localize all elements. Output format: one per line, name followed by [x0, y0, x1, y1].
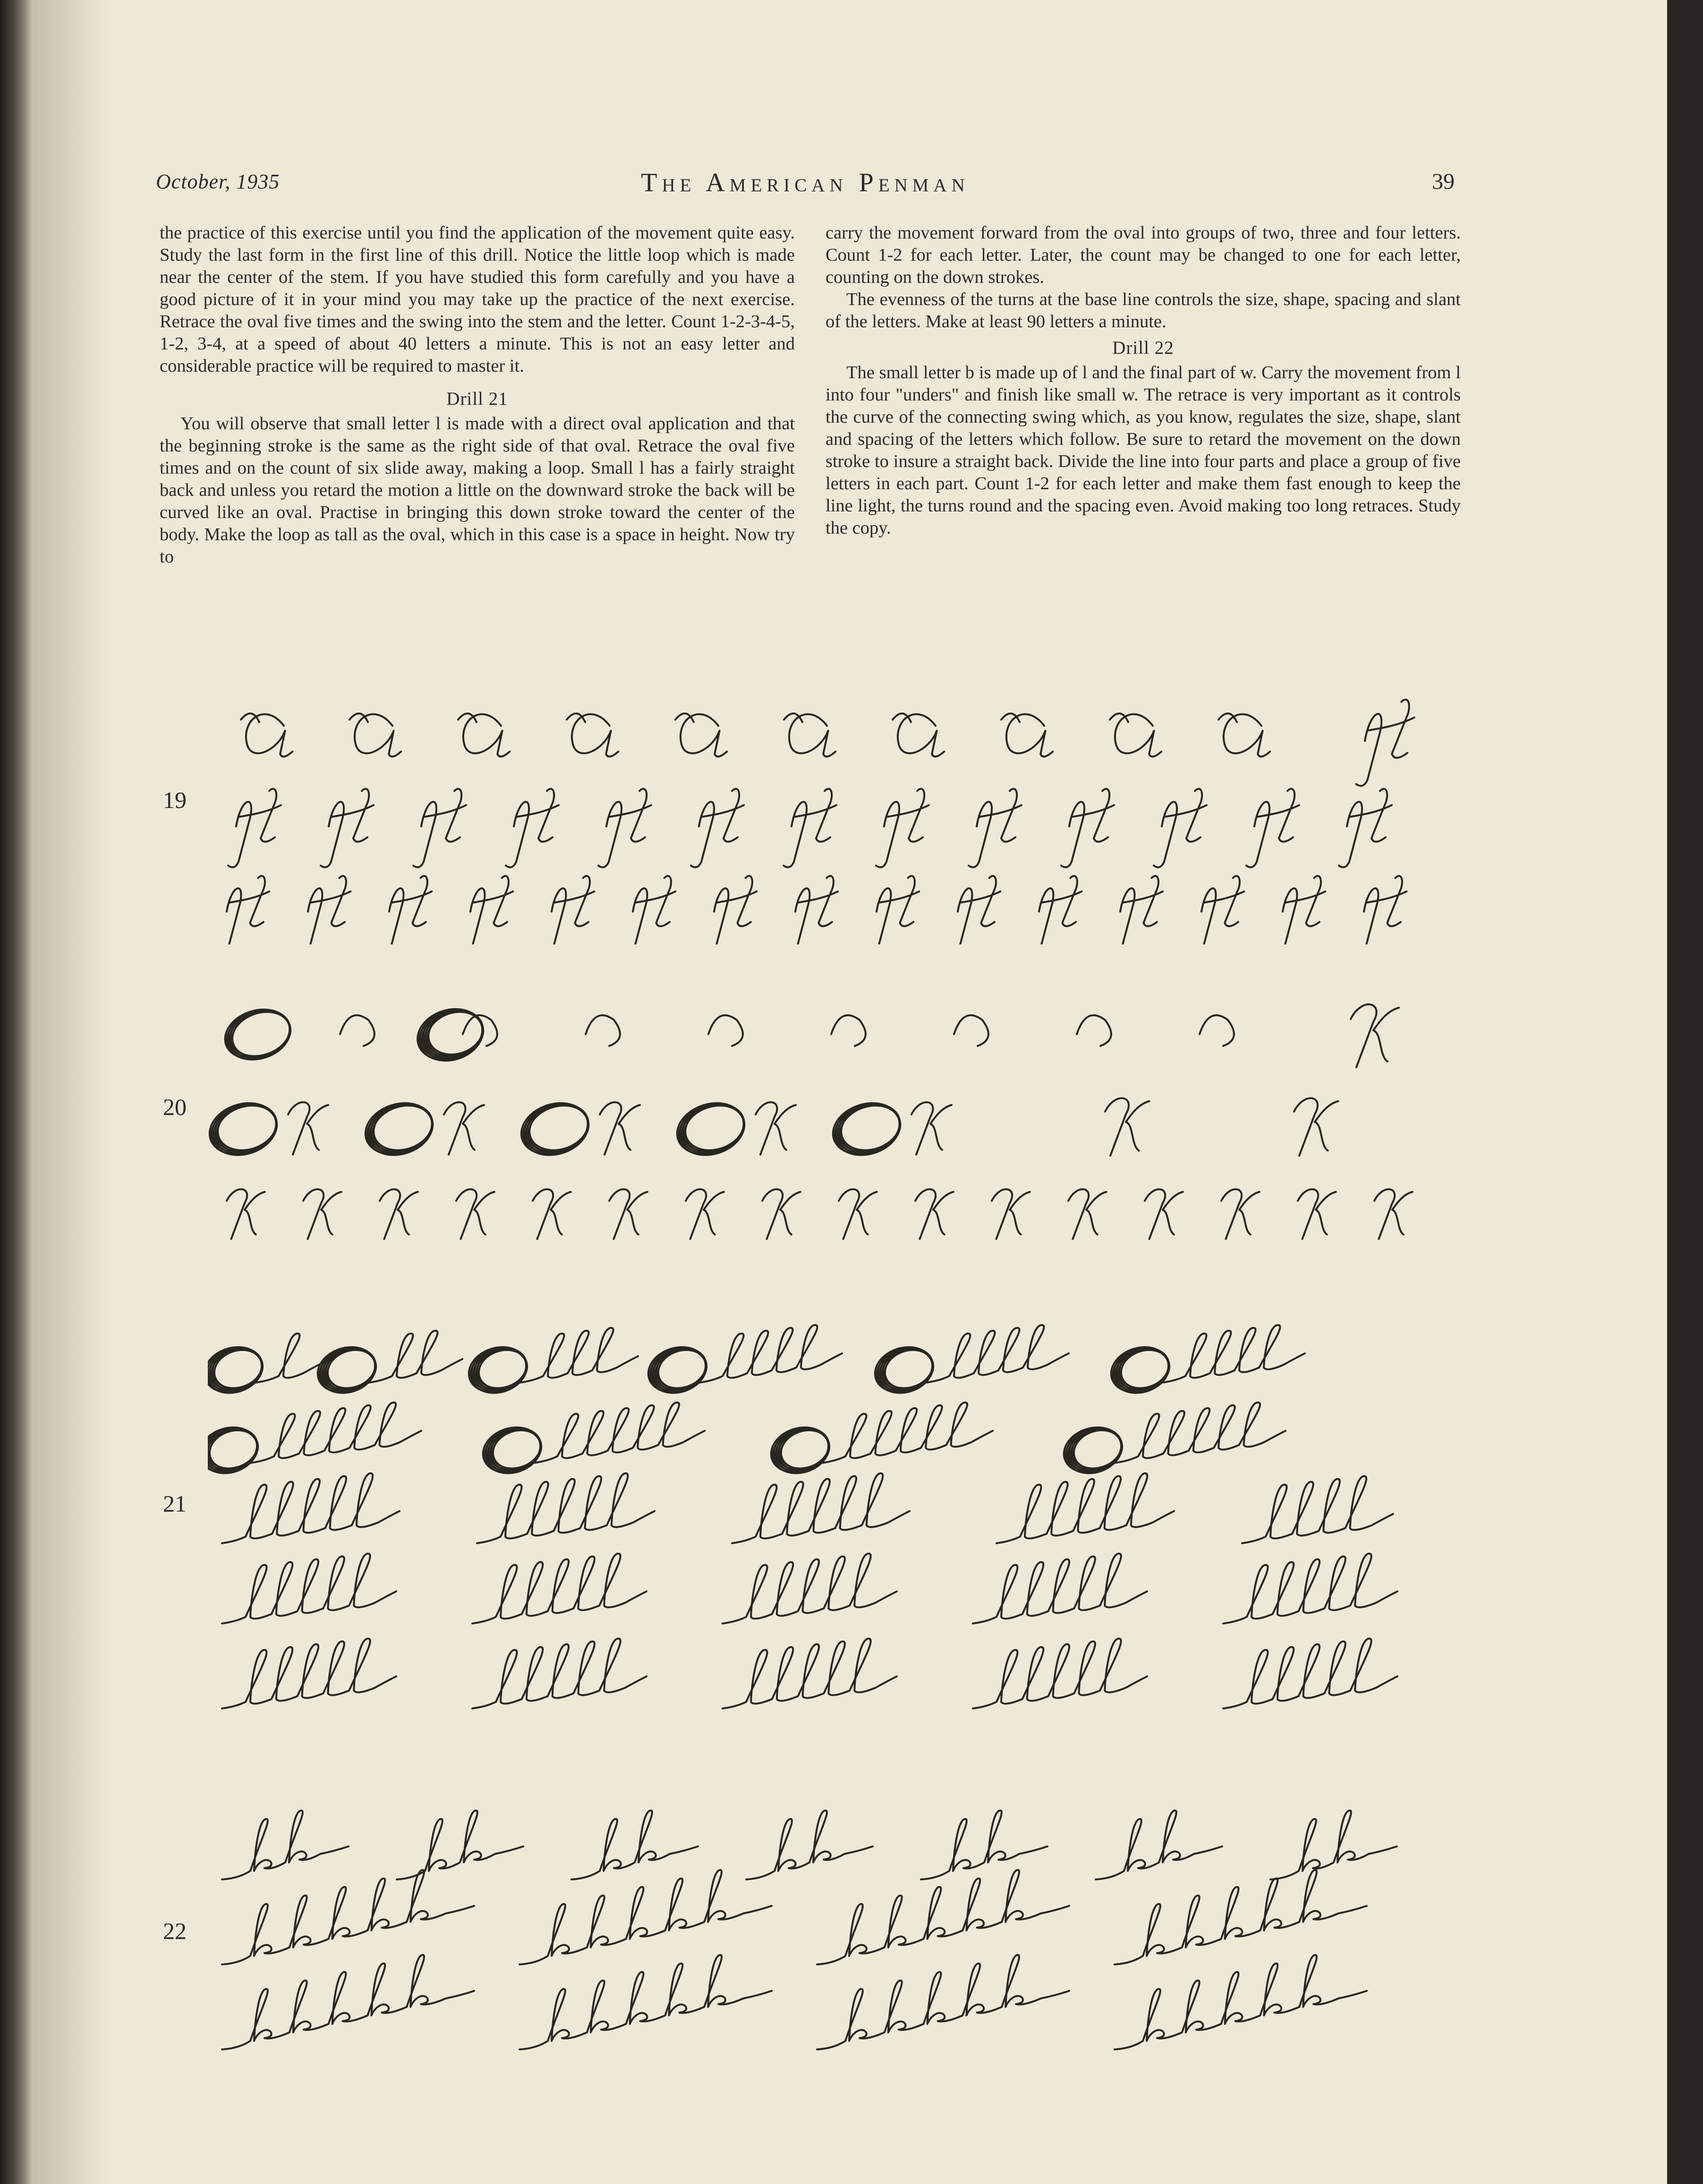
- capital-h-stroke: [1113, 876, 1163, 944]
- lowercase-b-group: [817, 1870, 1069, 1964]
- drill-19-row-2: [228, 789, 1392, 867]
- lowercase-b-group: [571, 1810, 698, 1879]
- drill-20-row-2: [208, 1095, 1338, 1163]
- capital-h-preparatory-stroke: [784, 714, 835, 756]
- capital-k-stroke: [288, 1102, 328, 1155]
- capital-h-stroke: [506, 789, 559, 867]
- capital-k-stroke: [1351, 1004, 1399, 1067]
- capital-h-preparatory-stroke: [241, 714, 292, 756]
- capital-h-stroke: [463, 876, 513, 944]
- lowercase-l-loop-group: [534, 1402, 705, 1463]
- drill-21-row-5: [222, 1639, 1397, 1708]
- capital-k-stroke: [609, 1189, 647, 1239]
- oval-swing-stroke: [586, 1015, 620, 1046]
- lowercase-l-loop-group: [222, 1639, 396, 1708]
- capital-k-stroke: [1221, 1189, 1260, 1239]
- lowercase-l-loop-group: [1242, 1476, 1393, 1543]
- lowercase-b-group: [1115, 1955, 1367, 2049]
- lowercase-l-loop-group: [973, 1554, 1147, 1623]
- capital-h-stroke: [1031, 876, 1081, 944]
- capital-k-stroke: [1294, 1098, 1338, 1156]
- capital-k-stroke: [600, 1102, 640, 1155]
- capital-h-stroke: [691, 789, 744, 867]
- capital-h-stroke: [1356, 699, 1414, 786]
- drill-19-row-1: [241, 699, 1414, 786]
- lowercase-l-loop-group: [973, 1639, 1147, 1708]
- capital-k-stroke: [1145, 1189, 1183, 1239]
- drill-20-row-1: [219, 1001, 1399, 1069]
- lowercase-b-group: [921, 1810, 1047, 1879]
- lowercase-b-group: [1096, 1810, 1222, 1879]
- capital-h-stroke: [413, 789, 466, 867]
- capital-h-stroke: [382, 876, 432, 944]
- capital-h-stroke: [950, 876, 1000, 944]
- capital-k-stroke: [533, 1189, 571, 1239]
- lowercase-l-loop-group: [477, 1473, 655, 1543]
- capital-h-stroke: [1154, 789, 1207, 867]
- capital-h-stroke: [1339, 789, 1392, 867]
- lowercase-l-loop-group: [368, 1331, 462, 1383]
- capital-h-stroke: [598, 789, 651, 867]
- paragraph: The small letter b is made up of l and the final part of w. Carry the movement from l into four "unders" and finish like small w. The retrace is very important as it controls the curve of the connecting swing which, as you know, regulates the size, shape, slant and spacing of the letters which follow. Be sure to retard the movement on the down stroke to insure a straight back. Divide the line into four parts and place a group of five letters in each part. Count 1-2 for each letter and make them fast enough to keep the line light, the turns round and the spacing even. Avoid making too long retraces. Study the copy.: [826, 363, 1461, 538]
- oval-swing-stroke: [831, 1015, 866, 1046]
- capital-h-preparatory-stroke: [1218, 714, 1270, 756]
- drill-21-row-3: [222, 1473, 1393, 1543]
- capital-h-preparatory-stroke: [458, 714, 510, 756]
- drill-number-19: 19: [163, 787, 187, 813]
- lowercase-l-loop-group: [996, 1473, 1174, 1543]
- lowercase-l-loop-group: [222, 1554, 396, 1623]
- capital-k-stroke: [1374, 1189, 1413, 1239]
- capital-h-stroke: [228, 789, 281, 867]
- drill-22-row-3: [222, 1955, 1367, 2049]
- oval-swing-stroke: [340, 1015, 375, 1046]
- capital-h-stroke: [707, 876, 757, 944]
- capital-k-stroke: [756, 1102, 796, 1155]
- lowercase-b-group: [397, 1810, 523, 1879]
- capital-h-preparatory-stroke: [675, 714, 727, 756]
- drill-21-row-1: [208, 1325, 1305, 1400]
- lowercase-l-loop-group: [723, 1639, 897, 1708]
- paragraph: the practice of this exercise until you find the application of the movement quite easy. Study the last form in the first line of this drill. Notice the little loop which is made near the center of the stem. If you have studied this form carefully and you have a good picture of it in your mind you may take up the practice of the next exercise. Retrace the oval five times and the swing into the stem and the letter. Count 1-2-3-4-5, 1-2, 3-4, at a speed of about 40 letters a minute. This is not an easy letter and considerable practice will be required to master it.: [160, 223, 795, 376]
- capital-h-stroke: [783, 789, 836, 867]
- capital-k-stroke: [839, 1189, 877, 1239]
- capital-h-stroke: [869, 876, 919, 944]
- lowercase-b-group: [222, 1810, 349, 1879]
- drill-21-row-4: [222, 1554, 1397, 1623]
- capital-h-stroke: [321, 789, 374, 867]
- capital-k-stroke: [444, 1102, 484, 1155]
- capital-h-preparatory-stroke: [349, 714, 401, 756]
- lowercase-l-loop-group: [222, 1473, 400, 1543]
- lowercase-b-group: [817, 1955, 1069, 2049]
- lowercase-l-loop-group: [255, 1334, 324, 1383]
- drill-22-row-1: [222, 1810, 1397, 1879]
- lowercase-l-loop-group: [926, 1325, 1069, 1383]
- capital-h-stroke: [876, 789, 929, 867]
- lowercase-l-loop-group: [822, 1402, 993, 1463]
- capital-k-stroke: [992, 1189, 1030, 1239]
- drill-20-copy: [208, 982, 1464, 1247]
- capital-k-stroke: [1068, 1189, 1107, 1239]
- lowercase-l-loop-group: [699, 1325, 842, 1383]
- drill-19-row-3: [219, 876, 1406, 944]
- drill-number-22: 22: [163, 1918, 187, 1944]
- capital-k-stroke: [303, 1189, 341, 1239]
- capital-h-preparatory-stroke: [1110, 714, 1161, 756]
- capital-h-preparatory-stroke: [893, 714, 944, 756]
- drill-22-row-2: [222, 1870, 1367, 1964]
- oval-swing-stroke: [1200, 1015, 1234, 1046]
- lowercase-l-loop-group: [250, 1402, 421, 1463]
- capital-k-stroke: [1298, 1189, 1336, 1239]
- oval-swing-stroke: [708, 1015, 743, 1046]
- paragraph: The evenness of the turns at the base line controls the size, shape, spacing and slant of the letters. Make at least 90 letters a minute.: [826, 289, 1461, 331]
- lowercase-b-group: [222, 1870, 474, 1964]
- lowercase-l-loop-group: [723, 1554, 897, 1623]
- capital-k-stroke: [380, 1189, 418, 1239]
- capital-h-stroke: [1356, 876, 1406, 944]
- lowercase-b-group: [519, 1955, 772, 2049]
- capital-k-stroke: [1105, 1098, 1150, 1156]
- capital-k-stroke: [456, 1189, 494, 1239]
- drill-21-copy: [208, 1317, 1464, 1733]
- capital-h-stroke: [1194, 876, 1244, 944]
- issue-date: October, 1935: [156, 170, 280, 193]
- lowercase-b-group: [519, 1870, 772, 1964]
- lowercase-l-loop-group: [519, 1328, 638, 1383]
- capital-h-stroke: [219, 876, 269, 944]
- capital-k-stroke: [915, 1189, 954, 1239]
- capital-h-stroke: [969, 789, 1022, 867]
- lowercase-l-loop-group: [732, 1473, 910, 1543]
- capital-h-stroke: [1246, 789, 1299, 867]
- capital-k-stroke: [911, 1102, 952, 1155]
- lowercase-l-loop-group: [1223, 1554, 1397, 1623]
- lowercase-l-loop-group: [1115, 1402, 1286, 1463]
- capital-h-preparatory-stroke: [1001, 714, 1053, 756]
- drill-22-copy: [208, 1804, 1464, 2068]
- drill-22-heading: Drill 22: [1112, 338, 1174, 358]
- capital-k-stroke: [686, 1189, 724, 1239]
- paragraph: You will observe that small letter l is made with a direct oval application and that the beginning stroke is the same as the right side of that oval. Retrace the oval five times and on the count of six slide away, making a loop. Small l has a fairly straight back and unless you retard the motion a little on the downward stroke the back will be curved like an oval. Practise in bringing this down stroke toward the center of the body. Make the loop as tall as the oval, which in this case is a space in height. Now try to: [160, 414, 795, 567]
- page-number: 39: [1432, 169, 1455, 194]
- oval-swing-stroke: [1077, 1015, 1111, 1046]
- drill-20-row-3: [227, 1189, 1413, 1239]
- capital-h-preparatory-stroke: [567, 714, 618, 756]
- oval-swing-stroke: [954, 1015, 988, 1046]
- lowercase-b-group: [746, 1810, 873, 1879]
- capital-k-stroke: [762, 1189, 800, 1239]
- lowercase-l-loop-group: [472, 1554, 647, 1623]
- capital-h-stroke: [625, 876, 675, 944]
- drill-number-20: 20: [163, 1094, 187, 1120]
- lowercase-l-loop-group: [1162, 1325, 1305, 1383]
- lowercase-l-loop-group: [1223, 1639, 1397, 1708]
- lowercase-b-group: [1115, 1870, 1367, 1964]
- capital-h-stroke: [544, 876, 594, 944]
- capital-h-stroke: [1061, 789, 1114, 867]
- drill-number-21: 21: [163, 1490, 187, 1517]
- capital-h-stroke: [1275, 876, 1325, 944]
- drill-21-row-2: [208, 1402, 1286, 1480]
- drill-19-copy: [208, 680, 1464, 944]
- lowercase-b-group: [222, 1955, 474, 2049]
- lowercase-b-group: [1270, 1810, 1397, 1879]
- capital-h-stroke: [788, 876, 838, 944]
- capital-k-stroke: [227, 1189, 265, 1239]
- drill-21-heading: Drill 21: [446, 389, 508, 409]
- capital-h-stroke: [300, 876, 350, 944]
- magazine-title: The American Penman: [641, 168, 970, 197]
- lowercase-l-loop-group: [472, 1639, 647, 1708]
- paragraph: carry the movement forward from the oval into groups of two, three and four letters. Count 1-2 for each letter. Later, the count may be changed to one for each letter, counting on the down strokes.: [826, 223, 1461, 287]
